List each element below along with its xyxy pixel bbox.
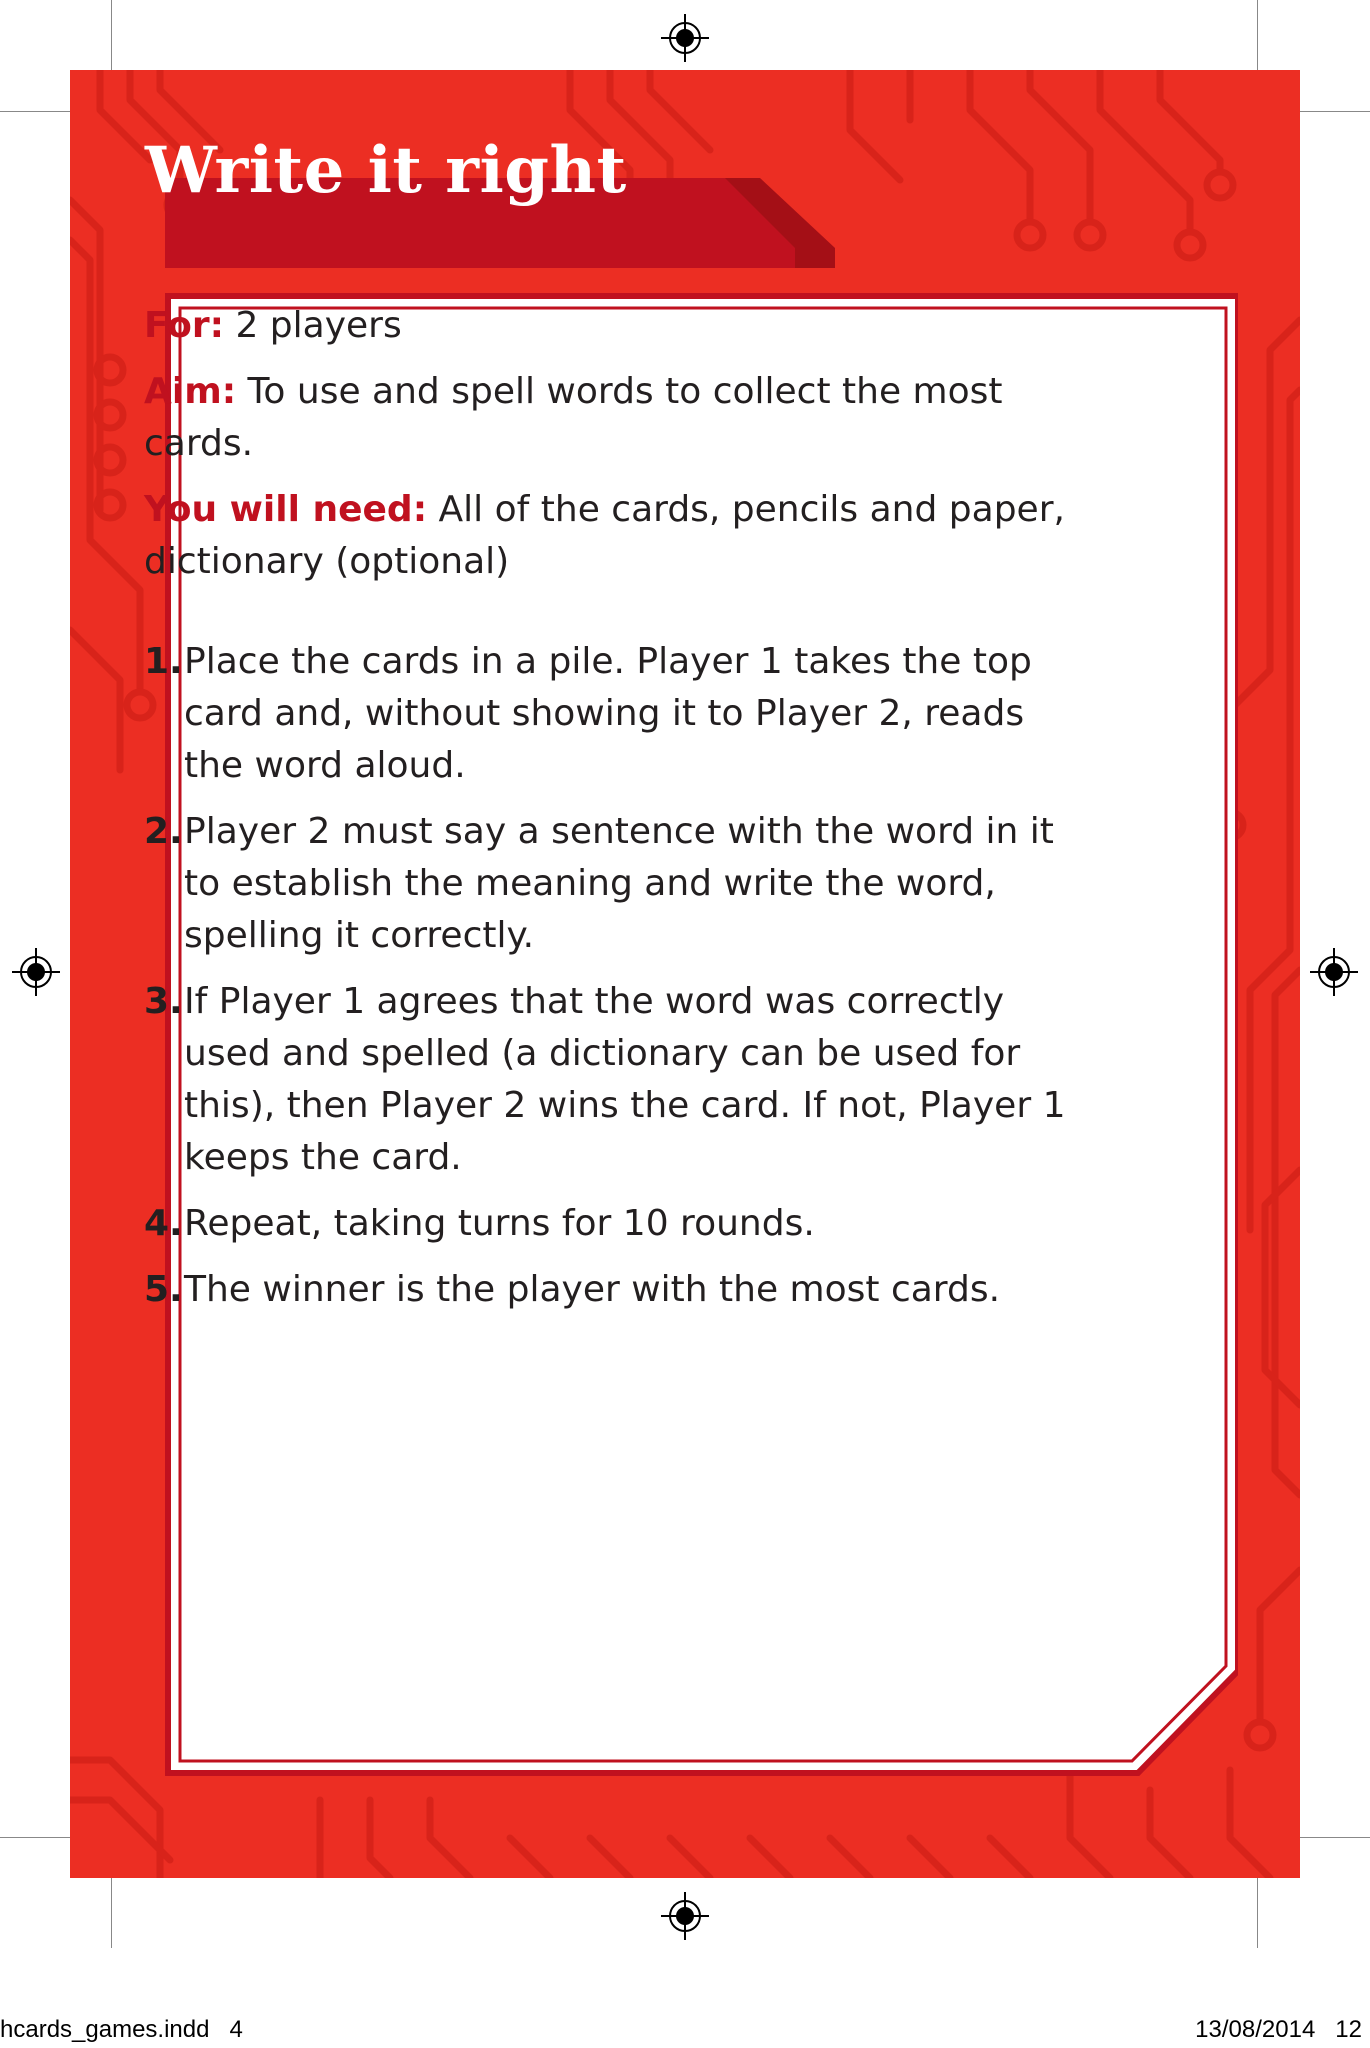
crop-mark (1257, 0, 1258, 70)
materials-line (144, 484, 1084, 588)
print-slug (0, 2012, 1370, 2044)
crop-mark (1300, 111, 1370, 112)
crop-mark (1300, 1837, 1370, 1838)
step-text: Player 2 must say a sentence with the word in it to establish the meaning and write the word, spelling it correctly. (184, 811, 1054, 956)
instruction-step (144, 1264, 1084, 1316)
instruction-step (144, 976, 1084, 1184)
aim-value: To use and spell words to collect the most cards. (144, 371, 1003, 464)
card-content (144, 300, 1084, 1330)
instruction-list (144, 636, 1084, 1316)
materials-value: All of the cards, pencils and paper, dictionary (optional) (144, 489, 1065, 582)
players-value: 2 players (224, 305, 402, 346)
step-text: If Player 1 agrees that the word was correctly used and spelled (a dictionary can be used for this), then Player 2 wins the card. If not, Player 1 keeps the card. (184, 981, 1066, 1178)
aim-line (144, 366, 1084, 470)
registration-mark-icon (659, 1890, 711, 1942)
registration-mark-icon (1308, 946, 1360, 998)
card-title: Write it right (145, 133, 627, 208)
registration-mark-icon (659, 12, 711, 64)
crop-mark (0, 111, 70, 112)
step-text: Repeat, taking turns for 10 rounds. (184, 1203, 815, 1244)
registration-mark-icon (10, 946, 62, 998)
crop-mark (111, 1878, 112, 1948)
step-number: 2. (144, 811, 183, 852)
crop-mark (0, 1837, 70, 1838)
crop-mark (111, 0, 112, 70)
aim-label: Aim: (144, 371, 237, 412)
step-text: The winner is the player with the most cards. (184, 1269, 1001, 1310)
step-number: 4. (144, 1203, 183, 1244)
step-number: 1. (144, 641, 183, 682)
players-label: For: (144, 305, 225, 346)
instruction-step (144, 636, 1084, 792)
materials-label: You will need: (144, 489, 428, 530)
print-date: 13/08/2014 12 (1195, 2016, 1362, 2043)
instruction-step (144, 1198, 1084, 1250)
step-number: 3. (144, 981, 183, 1022)
instruction-step (144, 806, 1084, 962)
file-name: hcards_games.indd 4 (0, 2016, 243, 2043)
players-line (144, 300, 1084, 352)
crop-mark (1257, 1878, 1258, 1948)
step-text: Place the cards in a pile. Player 1 takes the top card and, without showing it to Player 2, reads the word aloud. (184, 641, 1032, 786)
step-number: 5. (144, 1269, 183, 1310)
